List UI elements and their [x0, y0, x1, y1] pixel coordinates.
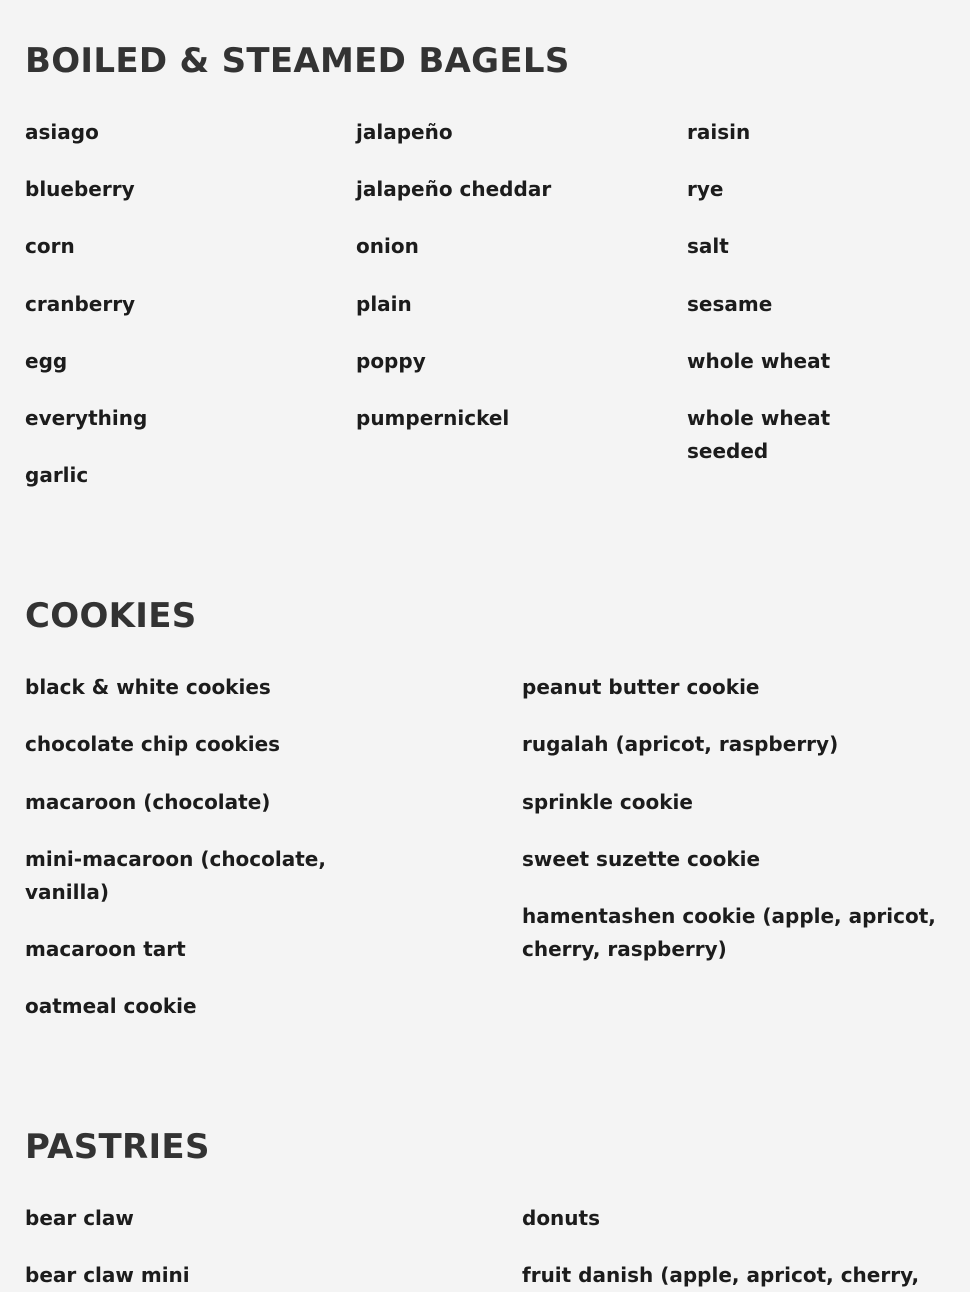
- list-item: raisin: [687, 120, 751, 144]
- list-item: peanut butter cookie: [522, 675, 760, 699]
- list-item: macaroon (chocolate): [25, 790, 271, 814]
- section-title-pastries: PASTRIES: [25, 1127, 210, 1167]
- list-item: whole wheat seeded: [687, 406, 831, 463]
- list-item: asiago: [25, 120, 99, 144]
- list-item: fruit danish (apple, apricot, cherry,: [522, 1263, 920, 1287]
- list-item: jalapeño: [356, 120, 453, 144]
- list-item: sweet suzette cookie: [522, 847, 761, 871]
- list-item: poppy: [356, 349, 426, 373]
- section-title-cookies: COOKIES: [25, 596, 197, 636]
- list-item: corn: [25, 234, 75, 258]
- list-item: oatmeal cookie: [25, 994, 197, 1018]
- list-item: salt: [687, 234, 729, 258]
- list-item: bear claw: [25, 1206, 134, 1230]
- list-item: hamentashen cookie (apple, apricot, cherry, raspberry): [522, 904, 936, 961]
- list-item: black & white cookies: [25, 675, 271, 699]
- list-item: whole wheat: [687, 349, 831, 373]
- list-item: macaroon tart: [25, 937, 186, 961]
- list-item: sesame: [687, 292, 773, 316]
- list-item: rye: [687, 177, 724, 201]
- list-item: blueberry: [25, 177, 135, 201]
- list-item: donuts: [522, 1206, 600, 1230]
- list-item: mini-macaroon (chocolate, vanilla): [25, 847, 326, 904]
- list-item: chocolate chip cookies: [25, 732, 281, 756]
- list-item: jalapeño cheddar: [356, 177, 552, 201]
- list-item: rugalah (apricot, raspberry): [522, 732, 839, 756]
- list-item: garlic: [25, 463, 89, 487]
- section-title-bagels: BOILED & STEAMED BAGELS: [25, 41, 570, 81]
- list-item: egg: [25, 349, 68, 373]
- list-item: pumpernickel: [356, 406, 510, 430]
- list-item: bear claw mini: [25, 1263, 190, 1287]
- list-item: onion: [356, 234, 419, 258]
- list-item: plain: [356, 292, 412, 316]
- list-item: cranberry: [25, 292, 136, 316]
- list-item: everything: [25, 406, 148, 430]
- list-item: sprinkle cookie: [522, 790, 693, 814]
